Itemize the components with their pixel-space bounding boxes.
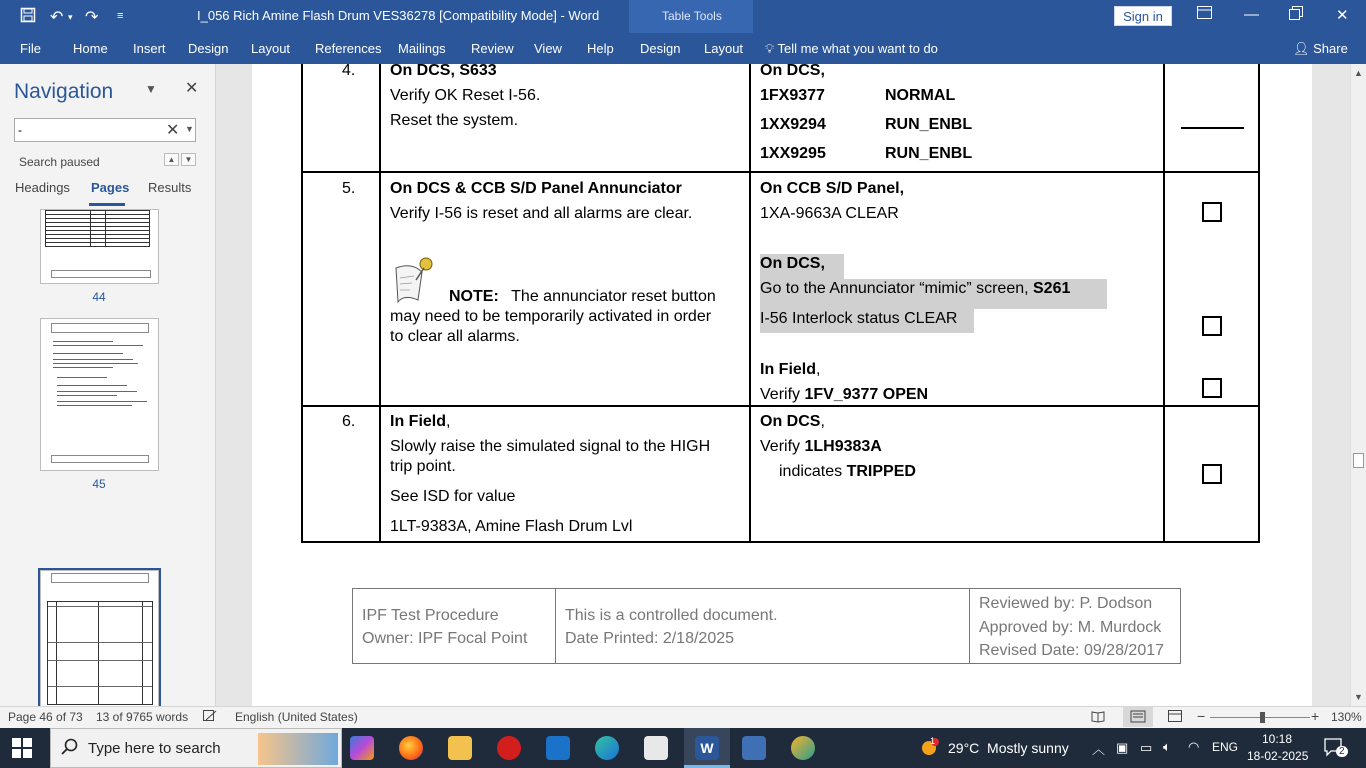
restore-icon[interactable]: [1289, 6, 1303, 24]
step-5-checkbox-field[interactable]: [1202, 378, 1222, 398]
thumb-line: [53, 345, 143, 346]
clock-date[interactable]: 18-02-2025: [1247, 749, 1309, 763]
mail-icon[interactable]: [546, 736, 570, 760]
firefox-icon[interactable]: [399, 736, 423, 760]
clock-time[interactable]: 10:18: [1262, 732, 1293, 746]
table-row-divider: [301, 171, 1260, 173]
clear-search-icon[interactable]: ✕: [166, 122, 180, 139]
vertical-scrollbar[interactable]: [1350, 64, 1366, 706]
notification-count: 2: [1336, 746, 1348, 757]
thumb-line: [57, 395, 117, 396]
thumb-line: [53, 359, 133, 360]
table-col-divider: [1163, 64, 1165, 542]
step-4-tag: 1XX9295: [760, 145, 826, 162]
thumb-col: [105, 210, 106, 247]
thumb-line: [53, 367, 113, 368]
step-number-5: 5.: [342, 180, 356, 197]
footer-text: Revised Date: 09/28/2017: [979, 642, 1165, 659]
navigation-close-icon[interactable]: ✕: [185, 80, 199, 97]
thumb-footer: [51, 455, 149, 463]
previous-result-icon[interactable]: ▲: [164, 153, 179, 166]
table-border-bottom: [301, 541, 1260, 543]
page-thumbnail-44[interactable]: [40, 209, 159, 284]
footer-text: Reviewed by: P. Dodson: [979, 595, 1153, 612]
thumb-line: [53, 363, 138, 364]
share-button[interactable]: [1293, 41, 1348, 57]
remote-app-icon[interactable]: [742, 736, 766, 760]
step-5-field-head: [760, 360, 820, 380]
note-text: may need to be temporarily activated in order: [390, 308, 712, 325]
tab-table-layout[interactable]: Layout: [704, 41, 744, 56]
step-5-panel-line: 1XA-9663A CLEAR: [760, 205, 899, 222]
step-number-6: 6.: [342, 413, 356, 430]
step-4-action-line: Reset the system.: [390, 112, 519, 129]
page-number-45: 45: [92, 477, 106, 491]
field-pre: Verify: [760, 386, 805, 403]
thumb-table: [45, 210, 150, 247]
thumb-col: [142, 602, 143, 704]
scroll-thumb[interactable]: [1353, 453, 1364, 468]
note-text: to clear all alarms.: [390, 328, 520, 345]
footer-text: Approved by: M. Murdock: [979, 619, 1162, 636]
status-bar: [0, 706, 1366, 728]
zoom-in-icon[interactable]: +: [1311, 708, 1320, 724]
field-head-bold: In Field: [760, 361, 816, 378]
read-mode-icon[interactable]: [1091, 710, 1105, 725]
footer-text: IPF Test Procedure: [362, 607, 499, 624]
web-layout-icon[interactable]: [1168, 710, 1182, 725]
step-5-panel-head: On CCB S/D Panel,: [760, 180, 905, 197]
weather-badge: 1: [930, 736, 936, 746]
document-area: [216, 64, 1350, 706]
step-5-field-line: [760, 385, 928, 405]
thumb-line: [53, 353, 123, 354]
navigation-search-input[interactable]: [18, 121, 158, 139]
step-6-action-head: [390, 412, 450, 432]
nav-tab-results[interactable]: Results: [148, 180, 192, 195]
battery-icon[interactable]: ▭: [1140, 740, 1153, 755]
word-app-icon[interactable]: W: [695, 736, 719, 760]
tab-home[interactable]: Home: [73, 41, 108, 56]
zoom-level[interactable]: 130%: [1331, 710, 1362, 724]
table-border-left: [301, 64, 303, 542]
table-col-divider: [379, 64, 381, 542]
search-icon: [61, 738, 79, 760]
step-5-checkbox-dcs[interactable]: [1202, 316, 1222, 336]
step-5-dcs-line2: I-56 Interlock status CLEAR: [760, 310, 958, 327]
save-icon[interactable]: [20, 7, 36, 28]
calculator-app-icon[interactable]: [644, 736, 668, 760]
footer-divider: [969, 588, 970, 664]
tab-mailings[interactable]: Mailings: [398, 41, 446, 56]
nav-tab-pages[interactable]: Pages: [91, 180, 130, 195]
thumb-row: [48, 642, 152, 643]
thumb-col: [56, 602, 57, 704]
page-thumbnail-46[interactable]: [40, 570, 159, 724]
edge-icon[interactable]: [595, 736, 619, 760]
scroll-up-icon[interactable]: ▲: [1354, 68, 1363, 78]
tell-me-label: Tell me what you want to do: [777, 41, 938, 56]
tell-me-search[interactable]: [765, 41, 938, 57]
step-number-4: 4.: [342, 62, 356, 79]
ribbon-display-options-icon[interactable]: [1197, 6, 1212, 23]
word-count[interactable]: 13 of 9765 words: [96, 710, 189, 724]
tab-insert[interactable]: Insert: [133, 41, 166, 56]
opera-icon[interactable]: [497, 736, 521, 760]
document-page[interactable]: [252, 64, 1312, 706]
zoom-out-icon[interactable]: −: [1197, 708, 1206, 724]
copilot-icon[interactable]: [350, 736, 374, 760]
step-6-result-comma: ,: [820, 413, 825, 430]
field-comma: ,: [816, 361, 821, 378]
thumb-line: [57, 405, 132, 406]
ribbon-tabs: [0, 33, 1366, 64]
undo-dropdown-icon[interactable]: ▾: [68, 12, 73, 22]
step-6-result-line: [760, 437, 882, 457]
search-status: Search paused: [19, 155, 100, 169]
weather-text[interactable]: 29°C Mostly sunny: [948, 740, 1069, 756]
step-4-state: RUN_ENBL: [885, 145, 973, 162]
nav-tab-headings[interactable]: Headings: [15, 180, 70, 195]
undo-icon[interactable]: ↶: [50, 9, 64, 26]
thumb-line: [57, 377, 107, 378]
step-4-tag: 1XX9294: [760, 116, 826, 133]
thumb-col: [98, 602, 99, 704]
sign-in-button[interactable]: Sign in: [1114, 6, 1172, 26]
note-label: NOTE:: [449, 288, 499, 305]
wifi-icon[interactable]: ◠: [1188, 739, 1200, 754]
input-language[interactable]: ENG: [1212, 740, 1239, 754]
table-border-right: [1258, 64, 1260, 542]
search-highlight-art-icon: [258, 733, 338, 765]
step-5-action-head: On DCS & CCB S/D Panel Annunciator: [390, 180, 682, 197]
table-row-divider: [301, 405, 1260, 407]
windows-start-icon[interactable]: [12, 738, 32, 758]
minimize-icon[interactable]: —: [1244, 6, 1259, 23]
step-6-result-line: [779, 462, 916, 482]
redo-icon[interactable]: ↷: [85, 9, 99, 26]
thumb-row: [48, 660, 152, 661]
page-number-44: 44: [92, 290, 106, 304]
tab-help[interactable]: Help: [587, 41, 614, 56]
page-count[interactable]: Page 46 of 73: [8, 710, 83, 724]
thumb-line: [57, 401, 147, 402]
thumb-header: [51, 323, 149, 333]
step-5-action-line: Verify I-56 is reset and all alarms are clear.: [390, 205, 693, 222]
verify-text: Verify: [760, 438, 805, 455]
thumb-line: [53, 341, 113, 342]
step-6-result-bold: On DCS: [760, 413, 821, 430]
thumb-footer: [51, 270, 151, 278]
step-6-action-line: Slowly raise the simulated signal to the HIGH: [390, 438, 711, 455]
thumb-header: [51, 573, 149, 583]
navigation-search-box[interactable]: [14, 118, 196, 142]
close-window-icon[interactable]: ✕: [1336, 7, 1349, 24]
taskbar-search-placeholder: Type here to search: [88, 740, 221, 757]
tab-file[interactable]: File: [20, 41, 41, 56]
navigation-title: Navigation: [14, 80, 114, 103]
step-4-action-line: Verify OK Reset I-56.: [390, 87, 541, 104]
thumb-line: [57, 391, 137, 392]
page-thumbnails: [0, 209, 215, 706]
show-hidden-icons[interactable]: ︿: [1092, 742, 1106, 757]
proofing-icon[interactable]: [203, 710, 217, 725]
next-result-icon[interactable]: ▼: [181, 153, 196, 166]
step-6-result-head: [760, 412, 825, 432]
meet-now-icon[interactable]: ▣: [1116, 740, 1129, 755]
note-pin-icon: [392, 254, 442, 311]
maps-app-icon[interactable]: [791, 736, 815, 760]
thumb-line: [57, 385, 127, 386]
step-4-action-head: On DCS, S633: [390, 62, 497, 79]
footer-text: This is a controlled document.: [565, 607, 778, 624]
navigation-pane: [0, 64, 216, 706]
footer-text: Date Printed: 2/18/2025: [565, 630, 735, 647]
dcs-screen-id: S261: [1033, 280, 1071, 297]
scroll-down-icon[interactable]: ▼: [1354, 692, 1363, 702]
share-label: Share: [1313, 41, 1348, 56]
tab-review[interactable]: Review: [471, 41, 514, 56]
navigation-options-icon[interactable]: ▼: [145, 82, 157, 96]
tab-layout[interactable]: Layout: [251, 41, 291, 56]
footer-text: Owner: IPF Focal Point: [362, 630, 528, 647]
thumb-row: [48, 606, 152, 607]
table-tools-label: Table Tools: [662, 9, 722, 23]
step-4-state: RUN_ENBL: [885, 116, 973, 133]
step-4-tag: 1FX9377: [760, 87, 825, 104]
taskbar-search-box[interactable]: [50, 728, 342, 768]
search-options-icon[interactable]: ▼: [185, 124, 194, 134]
footer-divider: [555, 588, 556, 664]
tripped-bold: TRIPPED: [846, 463, 916, 480]
person-icon: 👤︎: [1293, 41, 1314, 56]
step-5-checkbox-panel[interactable]: [1202, 202, 1222, 222]
thumb-row: [48, 686, 152, 687]
note-text: The annunciator reset button: [507, 288, 716, 305]
volume-icon[interactable]: 🔈︎: [1163, 739, 1171, 754]
lightbulb-icon: 💡︎: [765, 41, 778, 56]
tab-design[interactable]: Design: [188, 41, 229, 56]
step-6-head-bold: In Field: [390, 413, 446, 430]
taskbar: [0, 728, 1366, 768]
page-thumbnail-45[interactable]: [40, 318, 159, 471]
tab-table-design[interactable]: Design: [640, 41, 681, 56]
print-layout-icon[interactable]: [1123, 707, 1153, 727]
tag-bold: 1LH9383A: [804, 438, 882, 455]
active-tab-indicator: [89, 203, 125, 206]
language[interactable]: English (United States): [235, 710, 358, 724]
customize-quick-access-icon[interactable]: ≡: [117, 10, 124, 22]
step-6-action-line: See ISD for value: [390, 488, 516, 505]
table-col-divider: [749, 64, 751, 542]
indicates-text: indicates: [779, 463, 847, 480]
step-6-action-line: trip point.: [390, 458, 456, 475]
tab-view[interactable]: View: [534, 41, 562, 56]
field-bold: 1FV_9377 OPEN: [804, 386, 929, 403]
step-6-action-line: 1LT-9383A, Amine Flash Drum Lvl: [390, 518, 633, 535]
step-4-result-head: On DCS,: [760, 62, 825, 79]
file-explorer-icon[interactable]: [448, 736, 472, 760]
tab-references[interactable]: References: [315, 41, 382, 56]
thumb-col: [90, 210, 91, 247]
step-5-dcs-line: [760, 279, 1070, 299]
step-6-checkbox[interactable]: [1202, 464, 1222, 484]
step-4-state: NORMAL: [885, 87, 956, 104]
dcs-line-text: Go to the Annunciator “mimic” screen,: [760, 280, 1033, 297]
thumb-table: [47, 601, 153, 705]
step-6-comma: ,: [446, 413, 451, 430]
document-title: I_056 Rich Amine Flash Drum VES36278 [Compatibility Mode] - Word: [197, 8, 600, 23]
signoff-line: [1181, 127, 1244, 129]
step-5-dcs-head: On DCS,: [760, 255, 825, 272]
zoom-slider-knob[interactable]: [1260, 712, 1265, 723]
